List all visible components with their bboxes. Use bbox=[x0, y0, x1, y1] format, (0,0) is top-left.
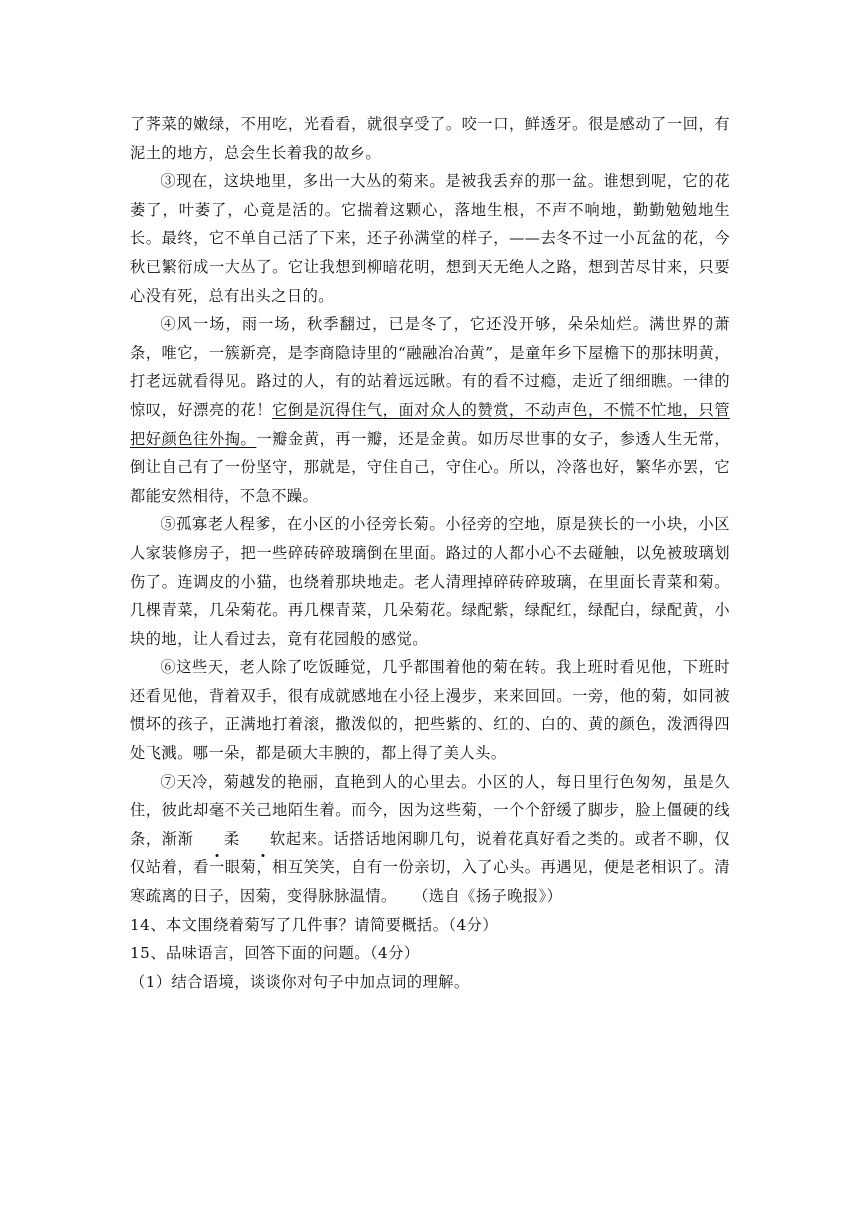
paragraph-3: ③现在，这块地里，多出一大丛的菊来。是被我丢弃的那一盆。谁想到呢，它的花萎了，叶萎了，心竟是活的。它揣着这颗心，落地生根，不声不响地，勤勤勉勉地生长。最终，它不单自己活了下来，还子孙满堂的样子，——去冬不过一小瓦盆的花，今秋已繁衍成一大丛了。它让我想到柳暗花明，想到天无绝人之路，想到苦尽甘来，只要心没有死，总有出头之日的。 bbox=[130, 172, 730, 305]
dotted-char-1: 柔 bbox=[193, 825, 239, 854]
paragraph-7-text-end: 起来。话搭话地闲聊几句，说着花真好看之类的。或者不聊，仅仅站着，看一眼菊，相互笑笑，自有一份亲切，入了心头。再遇见，便是老相识了。清寒疏离的日子，因菊，变得脉脉温情。 bbox=[130, 829, 731, 906]
paragraph-4-text-start: ④风一场，雨一场，秋季翻过，已是冬了，它还没开够，朵朵灿烂。满世界的萧条，唯它，一簇新亮，是李商隐诗里的“融融冶冶黄”，是童年乡下屋檐下的那抹明黄，打老远就看得见。路过的人，有的站着远远瞅。有的看不过瘾，走近了细细瞧。一律的惊叹，好漂亮的花！ bbox=[130, 315, 730, 419]
source-citation: （选自《扬子晚报》） bbox=[420, 887, 563, 906]
paragraph-6: ⑥这些天，老人除了吃饭睡觉，几乎都围着他的菊在转。我上班时看见他，下班时还看见他，背着双手，很有成就感地在小径上漫步，来来回回。一旁，他的菊，如同被惯坏的孩子，正满地打着滚，撒泼似的，把些紫的、红的、白的、黄的颜色，泼洒得四处飞溅。哪一朵，都是硕大丰腴的，都上得了美人头。 bbox=[130, 658, 730, 763]
paragraph-4 bbox=[130, 310, 730, 510]
dotted-char-2: 软 bbox=[240, 825, 286, 854]
underlined-sentence: 它倒是沉得住气，面对众人的赞赏，不动声色，不慌不忙地，只管把好颜色往外掏。 bbox=[130, 400, 731, 448]
paragraph-continued: 了荠菜的嫩绿，不用吃，光看看，就很享受了。咬一口，鲜透牙。很是感动了一回，有泥土的地方，总会生长着我的故乡。 bbox=[130, 115, 730, 162]
question-15-part-1: （1）结合语境，谈谈你对句子中加点词的理解。 bbox=[130, 972, 470, 991]
paragraph-4-text-end: 一瓣金黄，再一瓣，还是金黄。如历尽世事的女子，参透人生无常，倒让自己有了一份坚守，那就是，守住自己，守住心。所以，冷落也好，繁华亦罢，它都能安然相待，不急不躁。 bbox=[130, 429, 731, 505]
paragraph-7-text-start: ⑦天冷，菊越发的艳丽，直艳到人的心里去。小区的人，每日里行色匆匆，虽是久住，彼此却毫不关己地陌生着。而今，因为这些菊，一个个舒缓了脚步，脸上僵硬的线条，渐渐 bbox=[130, 772, 730, 848]
question-15: 15、品味语言，回答下面的问题。（4分） bbox=[130, 944, 420, 963]
paragraph-7 bbox=[130, 768, 730, 911]
paragraph-5: ⑤孤寡老人程爹，在小区的小径旁长菊。小径旁的空地，原是狭长的一小块，小区人家装修房子，把一些碎砖碎玻璃倒在里面。路过的人都小心不去碰触，以免被玻璃划伤了。连调皮的小猫，也绕着那块地走。老人清理掉碎砖碎玻璃，在里面长青菜和菊。几棵青菜，几朵菊花。再几棵青菜，几朵菊花。绿配紫，绿配红，绿配白，绿配黄，小块的地，让人看过去，竟有花园般的感觉。 bbox=[130, 515, 730, 648]
question-14: 14、本文围绕着菊写了几件事？请简要概括。（4分） bbox=[130, 915, 499, 934]
